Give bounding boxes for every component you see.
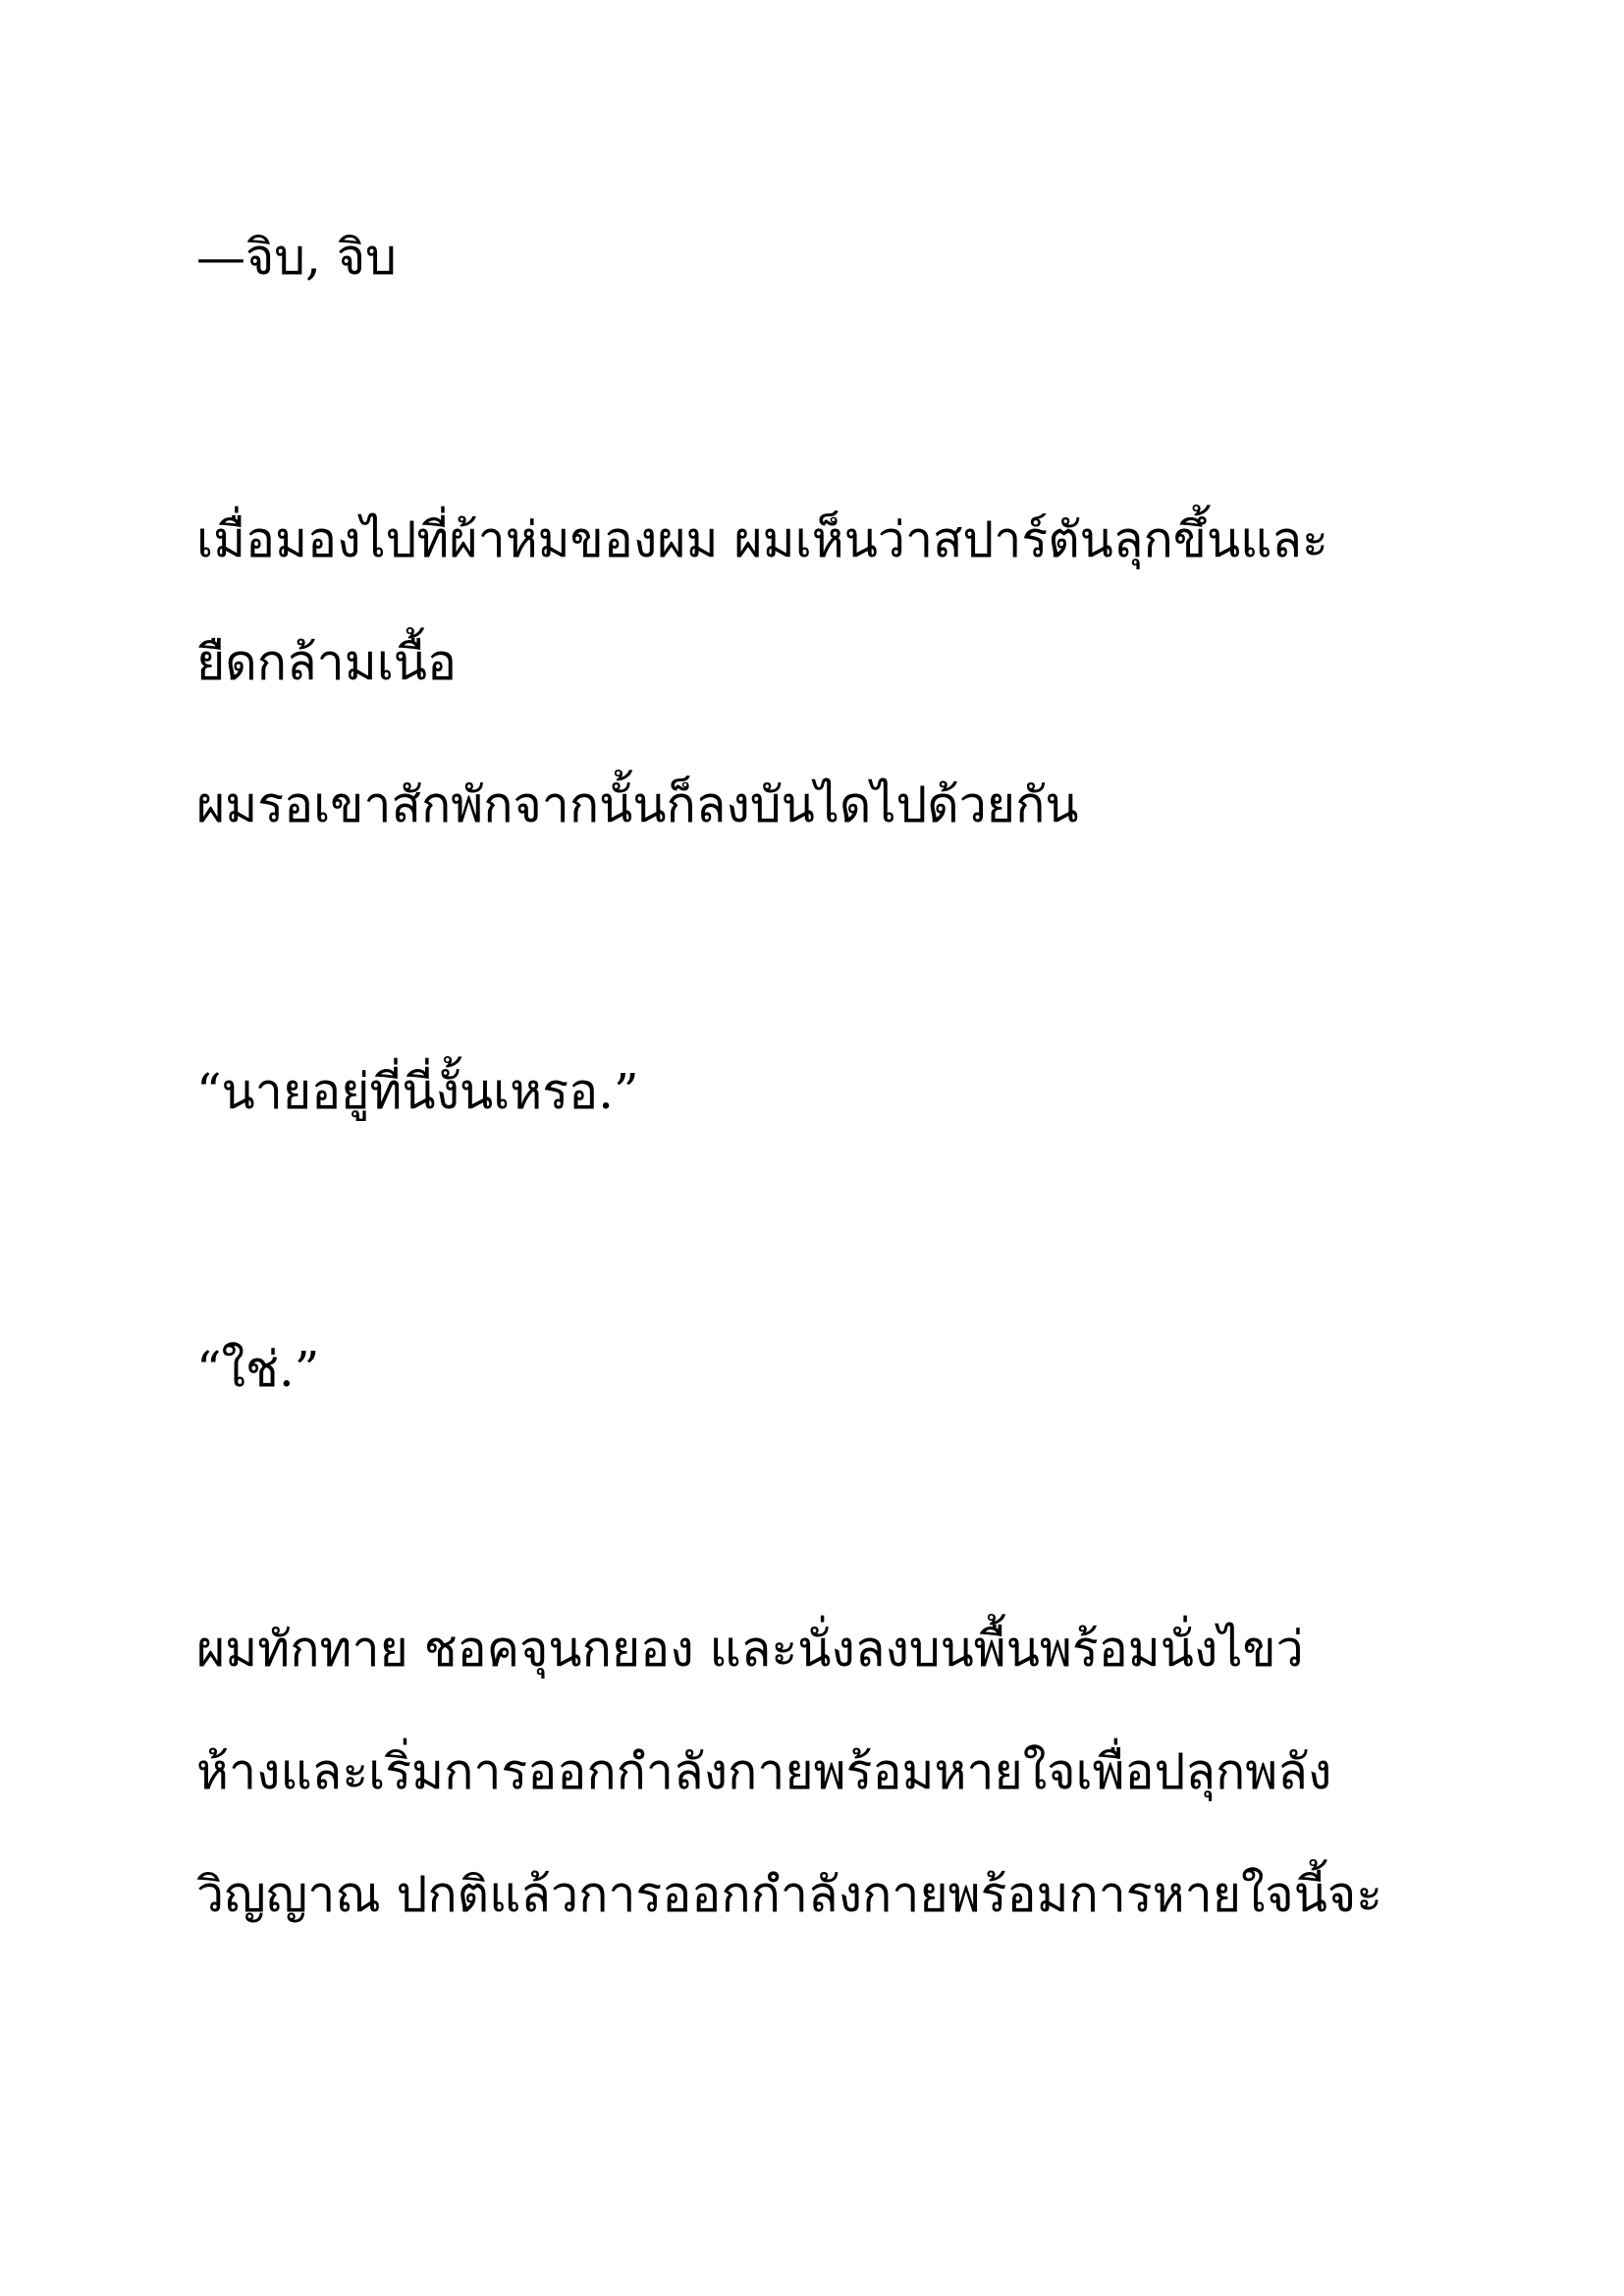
paragraph-line: เมื่อมองไปที่ผ้าห่มของผม ผมเห็นว่าสปาร์ตันลุกขึ้นและ [196, 511, 1328, 568]
paragraph-line: ผมรอเขาสักพักจากนั้นก็ลงบันไดไปด้วยกัน [196, 776, 1079, 833]
paragraph-line: ผมทักทาย ชอคจุนกยอง และนั่งลงบนพื้นพร้อมนั่งไขว่ [196, 1621, 1304, 1678]
paragraph-line: ยืดกล้ามเนื้อ [196, 634, 458, 691]
sound-effect-line: —จิบ, จิบ [196, 229, 397, 286]
dialogue-line: “ใช่.” [196, 1341, 320, 1398]
dialogue-line: “นายอยู่ที่นี่งั้นเหรอ.” [196, 1063, 639, 1120]
paragraph-line: ห้างและเริ่มการออกกำลังกายพร้อมหายใจเพื่อปลุกพลัง [196, 1743, 1332, 1800]
paragraph-line: วิญญาณ ปกติแล้วการออกกำลังกายพร้อมการหายใจนี้จะ [196, 1866, 1383, 1923]
